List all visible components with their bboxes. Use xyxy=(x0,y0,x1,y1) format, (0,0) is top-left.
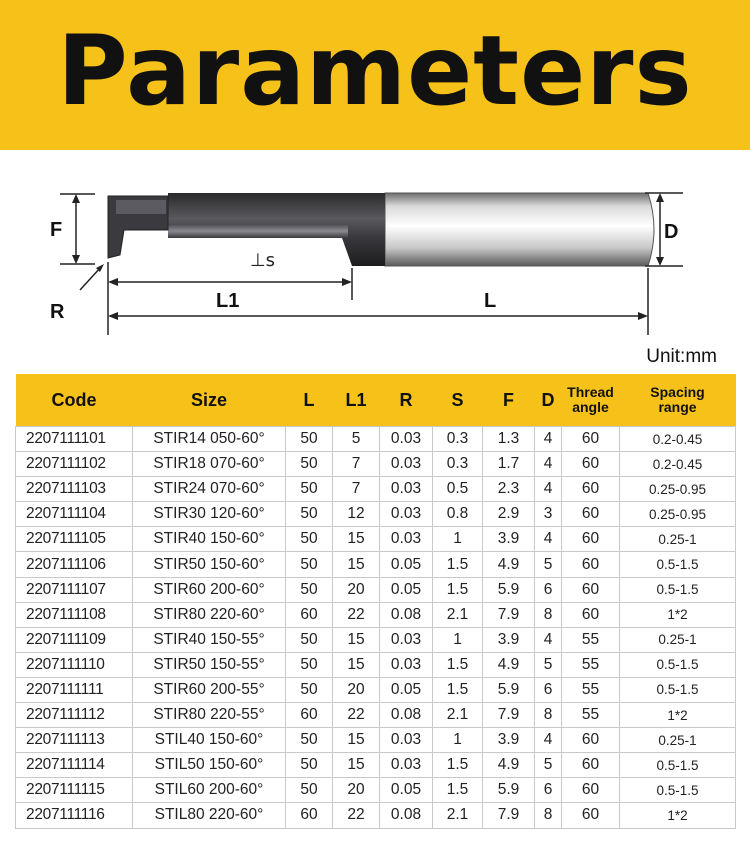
header-r: R xyxy=(380,374,433,427)
cell-l1: 15 xyxy=(333,527,380,552)
label-f: F xyxy=(50,219,63,241)
header-code: Code xyxy=(16,374,133,427)
cell-r: 0.03 xyxy=(380,728,433,753)
cell-d: 5 xyxy=(535,652,562,677)
header-d: D xyxy=(535,374,562,427)
cell-r: 0.03 xyxy=(380,753,433,778)
cell-d: 4 xyxy=(535,477,562,502)
cell-l: 60 xyxy=(286,602,333,627)
cell-f: 7.9 xyxy=(483,703,535,728)
cell-code: 2207111104 xyxy=(16,502,133,527)
cell-thread-angle: 55 xyxy=(562,703,620,728)
cell-r: 0.03 xyxy=(380,502,433,527)
cell-size: STIR18 070-60° xyxy=(133,452,286,477)
cell-f: 7.9 xyxy=(483,803,535,828)
cell-spacing-range: 0.2-0.45 xyxy=(620,452,736,477)
tool-diagram xyxy=(0,150,750,360)
cell-r: 0.05 xyxy=(380,552,433,577)
cell-l1: 20 xyxy=(333,577,380,602)
header-f: F xyxy=(483,374,535,427)
cell-f: 2.3 xyxy=(483,477,535,502)
cell-s: 1.5 xyxy=(433,677,483,702)
cell-spacing-range: 1*2 xyxy=(620,703,736,728)
cell-f: 1.3 xyxy=(483,427,535,452)
cell-s: 1.5 xyxy=(433,652,483,677)
cell-l1: 7 xyxy=(333,477,380,502)
label-s: ⊥s xyxy=(250,250,276,271)
cell-s: 1 xyxy=(433,527,483,552)
table-row xyxy=(16,778,736,803)
cell-d: 8 xyxy=(535,703,562,728)
cell-s: 1 xyxy=(433,627,483,652)
cell-d: 4 xyxy=(535,627,562,652)
table-row xyxy=(16,627,736,652)
cell-thread-angle: 60 xyxy=(562,778,620,803)
cell-f: 2.9 xyxy=(483,502,535,527)
cell-spacing-range: 0.25-1 xyxy=(620,527,736,552)
table-row xyxy=(16,728,736,753)
cell-size: STIR80 220-60° xyxy=(133,602,286,627)
cell-d: 5 xyxy=(535,552,562,577)
cell-l: 50 xyxy=(286,652,333,677)
cell-s: 0.8 xyxy=(433,502,483,527)
header-l: L xyxy=(286,374,333,427)
cell-code: 2207111116 xyxy=(16,803,133,828)
cell-spacing-range: 0.5-1.5 xyxy=(620,677,736,702)
cell-f: 5.9 xyxy=(483,677,535,702)
table-row xyxy=(16,803,736,828)
table-row xyxy=(16,427,736,452)
cell-s: 2.1 xyxy=(433,803,483,828)
table-row xyxy=(16,477,736,502)
cell-r: 0.03 xyxy=(380,477,433,502)
header-l1: L1 xyxy=(333,374,380,427)
cell-size: STIL40 150-60° xyxy=(133,728,286,753)
cell-d: 8 xyxy=(535,602,562,627)
cell-d: 4 xyxy=(535,728,562,753)
header-spacing-range xyxy=(620,374,736,427)
title-banner xyxy=(0,0,750,150)
label-d: D xyxy=(664,221,679,243)
label-l1: L1 xyxy=(216,290,240,312)
cell-l1: 5 xyxy=(333,427,380,452)
label-l: L xyxy=(484,290,497,312)
cell-code: 2207111101 xyxy=(16,427,133,452)
cell-size: STIL60 200-60° xyxy=(133,778,286,803)
cell-f: 4.9 xyxy=(483,753,535,778)
cell-spacing-range: 0.5-1.5 xyxy=(620,753,736,778)
cell-s: 1.5 xyxy=(433,778,483,803)
cell-spacing-range: 1*2 xyxy=(620,602,736,627)
cell-code: 2207111113 xyxy=(16,728,133,753)
table-row xyxy=(16,677,736,702)
cell-thread-angle: 60 xyxy=(562,477,620,502)
table-row xyxy=(16,577,736,602)
header-spacing-line2: range xyxy=(658,399,697,415)
cell-l1: 20 xyxy=(333,778,380,803)
cell-code: 2207111102 xyxy=(16,452,133,477)
cell-r: 0.05 xyxy=(380,577,433,602)
cell-l: 50 xyxy=(286,427,333,452)
label-r: R xyxy=(50,301,65,323)
cell-l: 50 xyxy=(286,452,333,477)
cell-l1: 15 xyxy=(333,652,380,677)
cell-f: 4.9 xyxy=(483,552,535,577)
cell-thread-angle: 60 xyxy=(562,577,620,602)
header-size: Size xyxy=(133,374,286,427)
header-s: S xyxy=(433,374,483,427)
tool-neck xyxy=(168,224,348,238)
cell-r: 0.05 xyxy=(380,778,433,803)
cell-f: 5.9 xyxy=(483,778,535,803)
cell-l1: 20 xyxy=(333,677,380,702)
cell-thread-angle: 60 xyxy=(562,602,620,627)
cell-size: STIR24 070-60° xyxy=(133,477,286,502)
cell-size: STIR60 200-60° xyxy=(133,577,286,602)
cell-size: STIR50 150-55° xyxy=(133,652,286,677)
cell-thread-angle: 60 xyxy=(562,527,620,552)
cell-r: 0.03 xyxy=(380,427,433,452)
cell-l1: 22 xyxy=(333,803,380,828)
cell-l1: 12 xyxy=(333,502,380,527)
table-row xyxy=(16,527,736,552)
cell-l: 50 xyxy=(286,627,333,652)
unit-label: Unit:mm xyxy=(646,346,717,367)
cell-size: STIR60 200-55° xyxy=(133,677,286,702)
cell-d: 6 xyxy=(535,778,562,803)
cell-thread-angle: 55 xyxy=(562,677,620,702)
cell-l1: 15 xyxy=(333,552,380,577)
table-row xyxy=(16,502,736,527)
cell-f: 7.9 xyxy=(483,602,535,627)
cell-l: 50 xyxy=(286,778,333,803)
cell-r: 0.05 xyxy=(380,677,433,702)
cell-spacing-range: 0.5-1.5 xyxy=(620,577,736,602)
cell-code: 2207111110 xyxy=(16,652,133,677)
table-row xyxy=(16,602,736,627)
cell-thread-angle: 55 xyxy=(562,652,620,677)
cell-l: 50 xyxy=(286,527,333,552)
cell-l: 50 xyxy=(286,477,333,502)
cell-l1: 7 xyxy=(333,452,380,477)
cell-size: STIL80 220-60° xyxy=(133,803,286,828)
cell-thread-angle: 60 xyxy=(562,552,620,577)
cell-s: 1.5 xyxy=(433,577,483,602)
cell-s: 1.5 xyxy=(433,552,483,577)
cell-spacing-range: 1*2 xyxy=(620,803,736,828)
cell-size: STIR40 150-55° xyxy=(133,627,286,652)
cell-thread-angle: 60 xyxy=(562,803,620,828)
cell-thread-angle: 60 xyxy=(562,728,620,753)
cell-code: 2207111114 xyxy=(16,753,133,778)
cell-d: 6 xyxy=(535,677,562,702)
cell-spacing-range: 0.2-0.45 xyxy=(620,427,736,452)
header-thread-angle xyxy=(562,374,620,427)
cell-f: 3.9 xyxy=(483,527,535,552)
cell-r: 0.03 xyxy=(380,527,433,552)
cell-d: 3 xyxy=(535,502,562,527)
cell-thread-angle: 60 xyxy=(562,753,620,778)
cell-size: STIR50 150-60° xyxy=(133,552,286,577)
page-title: Parameters xyxy=(57,15,693,127)
cell-l: 50 xyxy=(286,677,333,702)
cell-spacing-range: 0.5-1.5 xyxy=(620,652,736,677)
tool-shank xyxy=(385,193,654,266)
cell-l1: 22 xyxy=(333,602,380,627)
table-body xyxy=(16,427,736,829)
cell-l1: 15 xyxy=(333,627,380,652)
cell-size: STIL50 150-60° xyxy=(133,753,286,778)
cell-size: STIR30 120-60° xyxy=(133,502,286,527)
cell-d: 4 xyxy=(535,527,562,552)
cell-spacing-range: 0.25-1 xyxy=(620,627,736,652)
cell-d: 8 xyxy=(535,803,562,828)
cell-l: 50 xyxy=(286,728,333,753)
cell-d: 4 xyxy=(535,427,562,452)
cell-s: 2.1 xyxy=(433,703,483,728)
cell-size: STIR40 150-60° xyxy=(133,527,286,552)
cell-f: 4.9 xyxy=(483,652,535,677)
header-spacing-line1: Spacing xyxy=(650,384,705,400)
cell-r: 0.08 xyxy=(380,703,433,728)
table-row xyxy=(16,703,736,728)
cell-r: 0.08 xyxy=(380,602,433,627)
cell-d: 5 xyxy=(535,753,562,778)
cell-s: 0.5 xyxy=(433,477,483,502)
cell-f: 3.9 xyxy=(483,728,535,753)
tool-head-highlight xyxy=(116,200,166,214)
cell-size: STIR14 050-60° xyxy=(133,427,286,452)
cell-thread-angle: 60 xyxy=(562,502,620,527)
cell-s: 1 xyxy=(433,728,483,753)
cell-spacing-range: 0.5-1.5 xyxy=(620,778,736,803)
cell-s: 2.1 xyxy=(433,602,483,627)
cell-code: 2207111109 xyxy=(16,627,133,652)
cell-l1: 15 xyxy=(333,728,380,753)
cell-l1: 15 xyxy=(333,753,380,778)
cell-code: 2207111115 xyxy=(16,778,133,803)
cell-l: 50 xyxy=(286,577,333,602)
cell-s: 0.3 xyxy=(433,427,483,452)
table-row xyxy=(16,652,736,677)
cell-s: 0.3 xyxy=(433,452,483,477)
cell-r: 0.03 xyxy=(380,627,433,652)
cell-r: 0.03 xyxy=(380,652,433,677)
cell-f: 1.7 xyxy=(483,452,535,477)
table-header-row xyxy=(16,374,736,427)
cell-code: 2207111108 xyxy=(16,602,133,627)
cell-r: 0.03 xyxy=(380,452,433,477)
cell-s: 1.5 xyxy=(433,753,483,778)
cell-code: 2207111106 xyxy=(16,552,133,577)
header-thread-line2: angle xyxy=(572,399,609,415)
header-thread-line1: Thread xyxy=(567,384,614,400)
cell-thread-angle: 60 xyxy=(562,427,620,452)
cell-f: 3.9 xyxy=(483,627,535,652)
cell-spacing-range: 0.25-1 xyxy=(620,728,736,753)
cell-l: 50 xyxy=(286,502,333,527)
table-row xyxy=(16,753,736,778)
cell-thread-angle: 55 xyxy=(562,627,620,652)
cell-l: 50 xyxy=(286,552,333,577)
cell-l: 60 xyxy=(286,703,333,728)
cell-l: 50 xyxy=(286,753,333,778)
cell-size: STIR80 220-55° xyxy=(133,703,286,728)
cell-thread-angle: 60 xyxy=(562,452,620,477)
table-row xyxy=(16,452,736,477)
cell-code: 2207111112 xyxy=(16,703,133,728)
cell-d: 6 xyxy=(535,577,562,602)
cell-code: 2207111103 xyxy=(16,477,133,502)
table-row xyxy=(16,552,736,577)
cell-f: 5.9 xyxy=(483,577,535,602)
cell-spacing-range: 0.5-1.5 xyxy=(620,552,736,577)
cell-r: 0.08 xyxy=(380,803,433,828)
cell-spacing-range: 0.25-0.95 xyxy=(620,477,736,502)
cell-l1: 22 xyxy=(333,703,380,728)
cell-code: 2207111111 xyxy=(16,677,133,702)
parameters-table xyxy=(15,374,736,829)
cell-code: 2207111107 xyxy=(16,577,133,602)
cell-d: 4 xyxy=(535,452,562,477)
cell-spacing-range: 0.25-0.95 xyxy=(620,502,736,527)
cell-code: 2207111105 xyxy=(16,527,133,552)
cell-l: 60 xyxy=(286,803,333,828)
